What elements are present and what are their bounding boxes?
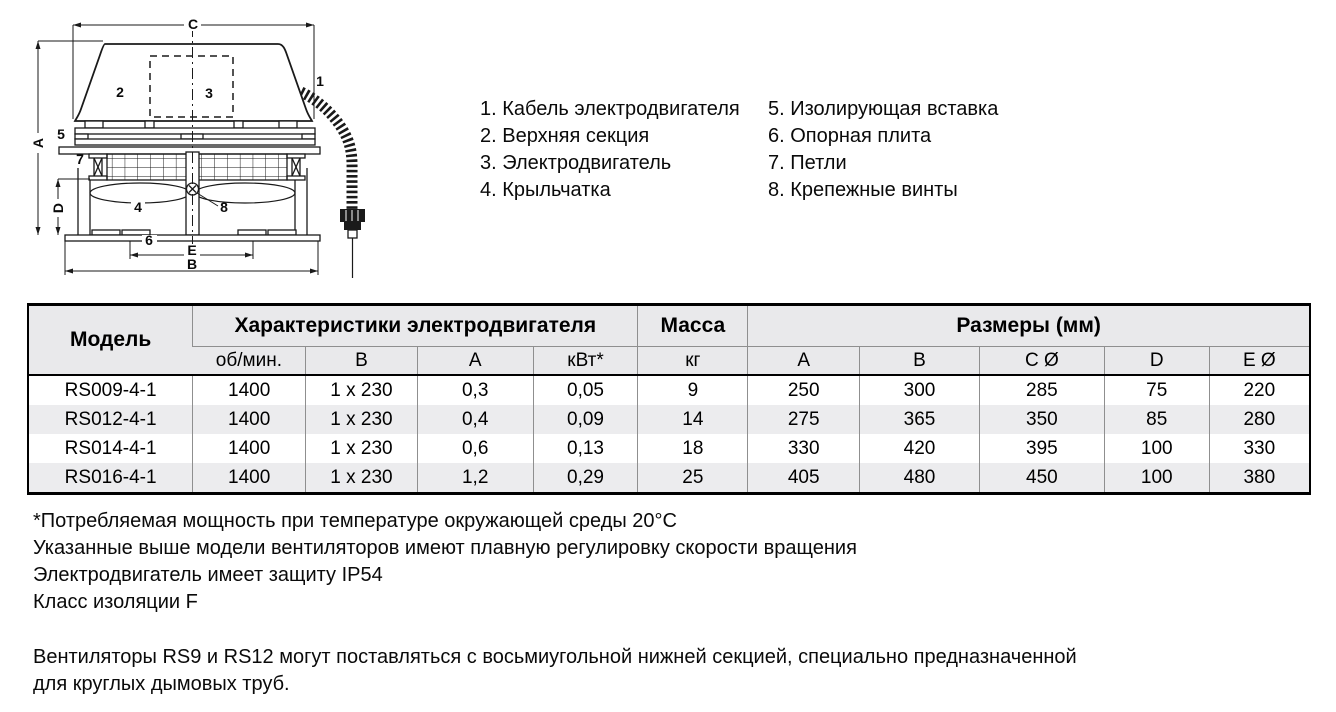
table-cell: 85 (1104, 405, 1209, 434)
table-cell: 285 (979, 375, 1104, 405)
table-cell: 0,05 (533, 375, 638, 405)
legend-item: 5. Изолирующая вставка (768, 98, 999, 120)
group-header-mass: Масса (638, 305, 748, 347)
note-insulation-class: Класс изоляции F (33, 591, 198, 613)
table-cell: 330 (748, 434, 860, 463)
column-header-kg: кг (638, 347, 748, 376)
group-header-motor: Характеристики электродвигателя (193, 305, 638, 347)
table-cell: 1,2 (417, 463, 533, 494)
table-cell: 100 (1104, 463, 1209, 494)
group-header-dimensions: Размеры (мм) (748, 305, 1310, 347)
legend-item: 7. Петли (768, 152, 847, 174)
dim-label-d: D (50, 202, 66, 214)
table-cell: 1400 (193, 375, 306, 405)
footnotes (33, 508, 1083, 698)
legend-item: 4. Крыльчатка (480, 179, 611, 201)
table-row (28, 463, 1310, 494)
column-header-dim-c: C Ø (979, 347, 1104, 376)
cell-model: RS016-4-1 (64, 466, 157, 488)
part-label-6: 6 (145, 232, 153, 248)
column-header-amps: А (417, 347, 533, 376)
table-cell: 250 (748, 375, 860, 405)
part-label-7: 7 (76, 151, 84, 167)
legend-column-1 (480, 96, 768, 204)
legend-item: 1. Кабель электродвигателя (480, 98, 740, 120)
legend-item: 6. Опорная плита (768, 125, 932, 147)
fan-technical-drawing (10, 6, 422, 298)
table-cell: 1400 (193, 405, 306, 434)
table-cell: 450 (979, 463, 1104, 494)
table-row (28, 405, 1310, 434)
table-cell: 25 (638, 463, 748, 494)
note-octagonal-section: Вентиляторы RS9 и RS12 могут поставляться с восьмиугольной нижней секцией, специально предназначенной для круглых дымовых труб. (33, 646, 1077, 695)
table-cell: 365 (860, 405, 980, 434)
column-header-dim-e: E Ø (1209, 347, 1310, 376)
legend-item: 3. Электродвигатель (480, 152, 672, 174)
note-power: *Потребляемая мощность при температуре окружающей среды 20°С (33, 510, 677, 532)
legend-column-2 (768, 96, 1056, 204)
cell-model: RS012-4-1 (64, 408, 157, 430)
column-header-dim-b: B (860, 347, 980, 376)
table-cell: 1 x 230 (306, 405, 418, 434)
table-cell: 0,13 (533, 434, 638, 463)
column-header-volts: В (306, 347, 418, 376)
table-cell: 1 x 230 (306, 463, 418, 494)
table-cell: 0,4 (417, 405, 533, 434)
legend-item: 8. Крепежные винты (768, 179, 958, 201)
part-label-3: 3 (205, 85, 213, 101)
spec-table (27, 303, 1311, 495)
table-cell: 1 x 230 (306, 375, 418, 405)
part-label-2: 2 (116, 84, 124, 100)
table-cell: 0,3 (417, 375, 533, 405)
table-cell: 280 (1209, 405, 1310, 434)
table-row (28, 434, 1310, 463)
table-row (28, 375, 1310, 405)
part-label-1: 1 (316, 73, 324, 89)
spec-table-wrap (27, 303, 1311, 495)
table-cell: 350 (979, 405, 1104, 434)
note-ip-rating: Электродвигатель имеет защиту IP54 (33, 564, 383, 586)
table-cell: 480 (860, 463, 980, 494)
table-cell: 0,29 (533, 463, 638, 494)
table-cell: 75 (1104, 375, 1209, 405)
table-cell: 1400 (193, 434, 306, 463)
table-cell: 405 (748, 463, 860, 494)
table-cell: 420 (860, 434, 980, 463)
part-label-5: 5 (57, 126, 65, 142)
note-speed-control: Указанные выше модели вентиляторов имеют плавную регулировку скорости вращения (33, 537, 857, 559)
column-header-dim-d: D (1104, 347, 1209, 376)
parts-legend (480, 96, 1056, 204)
part-label-4: 4 (134, 199, 142, 215)
table-cell: 0,09 (533, 405, 638, 434)
dim-label-e: E (187, 242, 197, 258)
table-cell: 1400 (193, 463, 306, 494)
table-cell: 14 (638, 405, 748, 434)
table-cell: 275 (748, 405, 860, 434)
column-header-rpm: об/мин. (193, 347, 306, 376)
dim-label-b: B (186, 256, 198, 272)
dim-label-c: C (187, 16, 199, 32)
column-header-dim-a: A (748, 347, 860, 376)
flange-plates (59, 121, 320, 154)
table-cell: 1 x 230 (306, 434, 418, 463)
table-cell: 330 (1209, 434, 1310, 463)
legend-item: 2. Верхняя секция (480, 125, 650, 147)
part-label-8: 8 (220, 199, 228, 215)
table-cell: 300 (860, 375, 980, 405)
column-header-kw: кВт* (533, 347, 638, 376)
column-header-model: Модель (28, 305, 193, 376)
top-section (75, 44, 312, 121)
dim-label-a: A (30, 137, 46, 149)
table-cell: 9 (638, 375, 748, 405)
fan-drawing-svg (10, 6, 422, 298)
table-cell: 18 (638, 434, 748, 463)
table-cell: 220 (1209, 375, 1310, 405)
table-cell: 0,6 (417, 434, 533, 463)
table-cell: 380 (1209, 463, 1310, 494)
table-cell: 395 (979, 434, 1104, 463)
cell-model: RS009-4-1 (64, 379, 157, 401)
table-cell: 100 (1104, 434, 1209, 463)
cell-model: RS014-4-1 (64, 437, 157, 459)
